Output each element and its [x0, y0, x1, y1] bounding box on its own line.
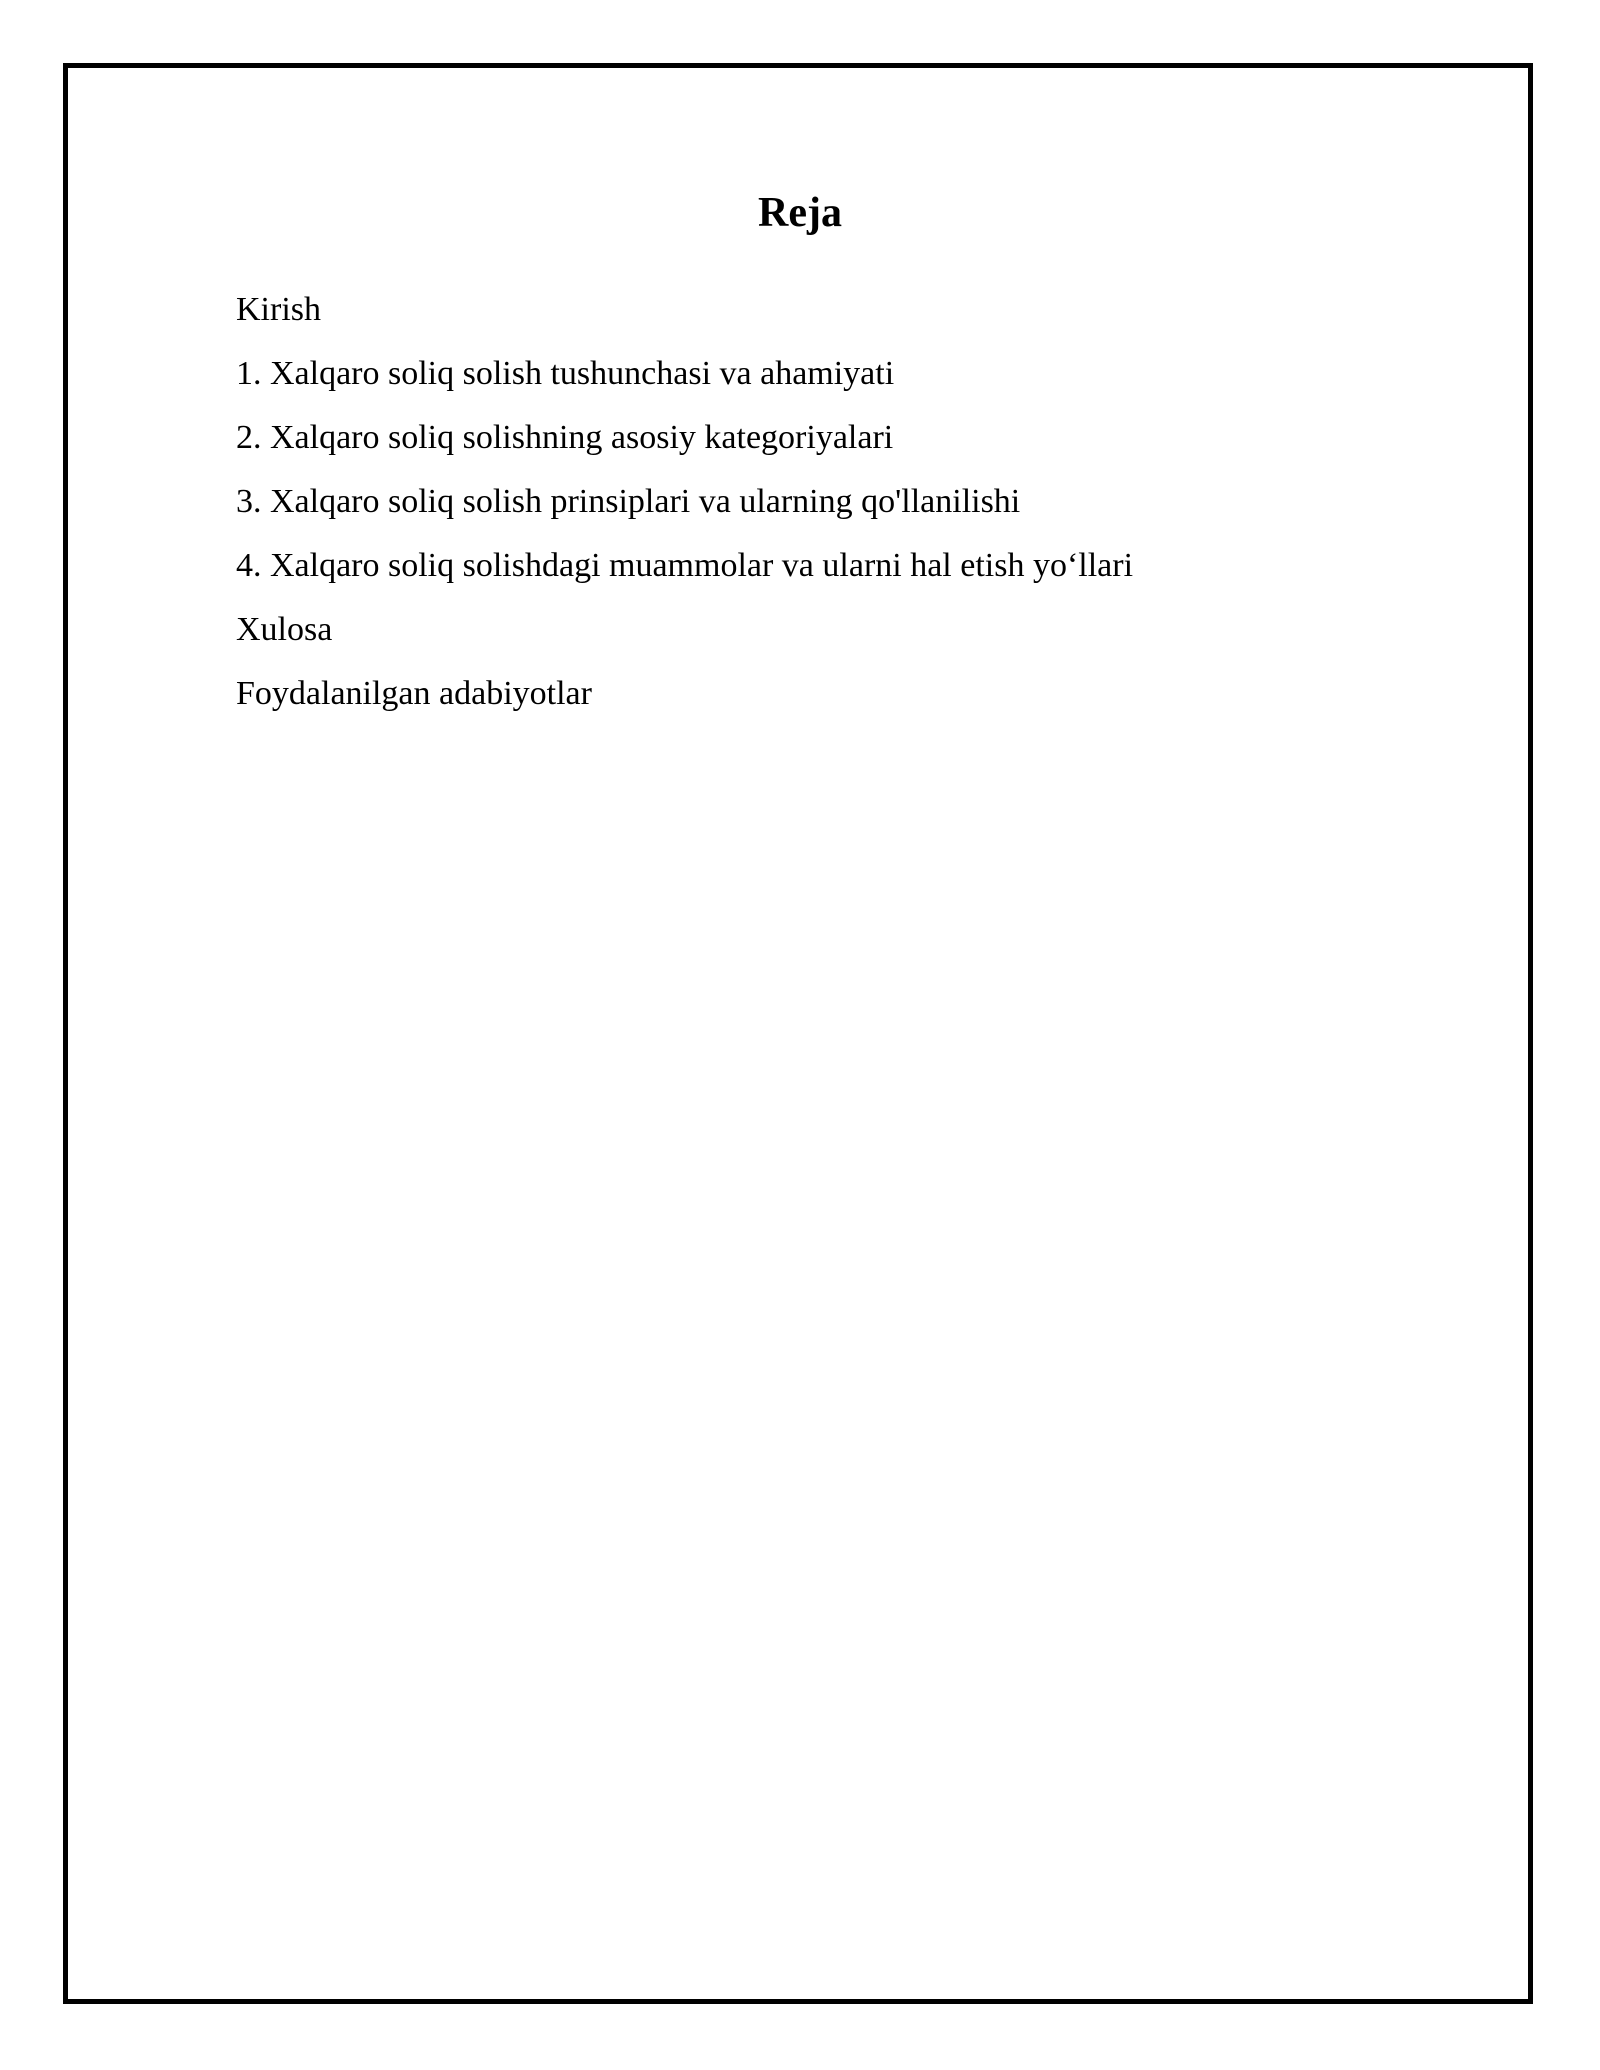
outline-item-references: Foydalanilgan adabiyotlar: [236, 675, 592, 712]
page-title: Reja: [758, 190, 842, 236]
outline-item-1: 1. Xalqaro soliq solish tushunchasi va ahamiyati: [236, 355, 895, 392]
outline-list: [236, 290, 1133, 738]
outline-item-3: 3. Xalqaro soliq solish prinsiplari va ularning qo'llanilishi: [236, 483, 1021, 520]
outline-item-4: 4. Xalqaro soliq solishdagi muammolar va ularni hal etish yo‘llari: [236, 547, 1134, 584]
outline-item-2: 2. Xalqaro soliq solishning asosiy kategoriyalari: [236, 419, 894, 456]
outline-item-conclusion: Xulosa: [236, 611, 333, 648]
outline-item-introduction: Kirish: [236, 291, 321, 328]
